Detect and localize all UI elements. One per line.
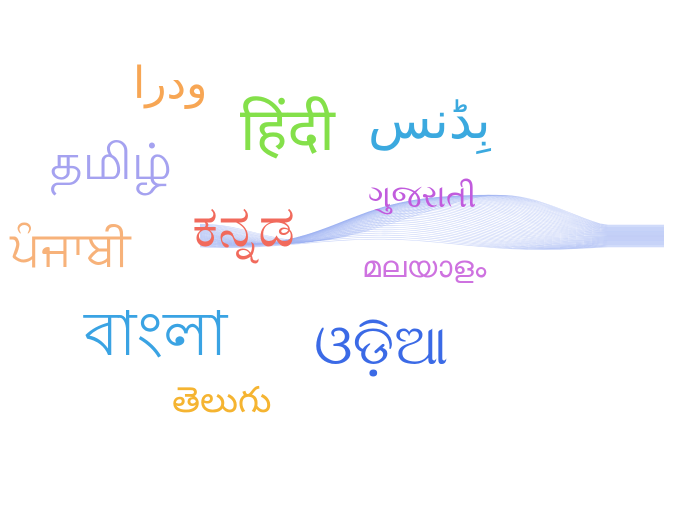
word-gujarati: ગુજરાતી bbox=[368, 177, 477, 215]
word-bengali: বাংলা bbox=[84, 297, 228, 370]
word-hindi: हिंदी bbox=[240, 95, 335, 165]
word-odia: ଓଡ଼ିଆ bbox=[314, 313, 449, 378]
word-tamil: தமிழ் bbox=[50, 133, 173, 191]
word-malayalam: മലയാളം bbox=[362, 250, 487, 285]
word-telugu: తెలుగు bbox=[172, 380, 272, 421]
word-kannada: ಕನ್ನಡ bbox=[192, 192, 296, 260]
word-urdu: ودرا bbox=[133, 58, 208, 109]
word-kashmiri: بِڈنس bbox=[368, 91, 491, 151]
word-punjabi: ਪੰਜਾਬੀ bbox=[10, 221, 131, 277]
